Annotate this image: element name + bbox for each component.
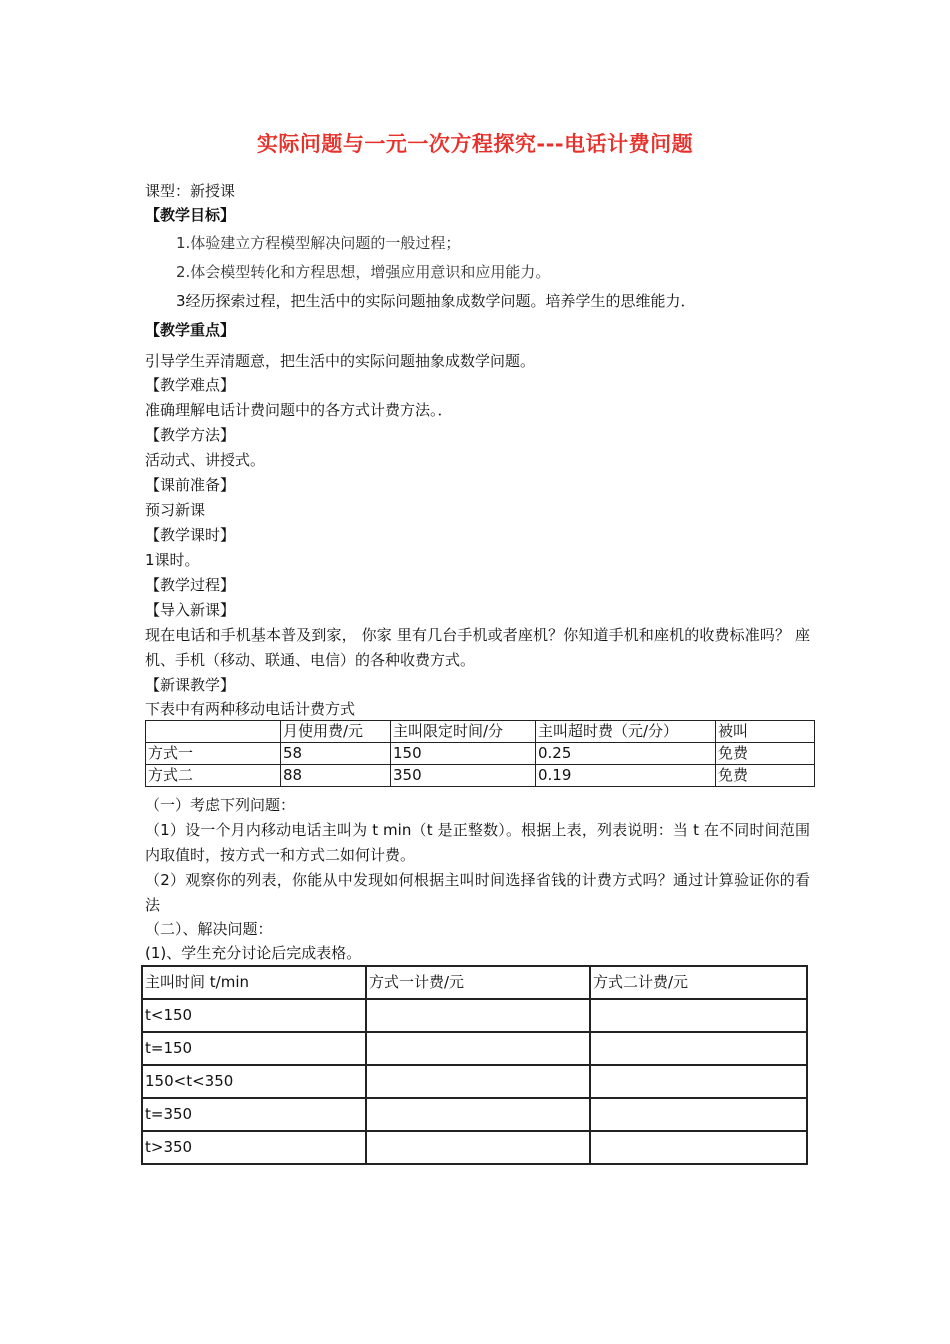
table-header-cell: 月使用费/元 [281,721,391,743]
fill-in-table [141,965,808,1165]
table-cell [366,1098,590,1131]
objectives-heading: 【教学目标】 [145,206,236,224]
table-cell [366,1032,590,1065]
table-caption: 下表中有两种移动电话计费方式 [145,700,356,718]
table-header-cell: 主叫超时费（元/分） [536,721,716,743]
table-header-cell: 方式一计费/元 [366,966,590,999]
course-type: 课型：新授课 [145,182,236,200]
table-cell: 0.19 [536,765,716,787]
table-header-cell [146,721,281,743]
table-header-cell: 主叫限定时间/分 [391,721,536,743]
key-points-text: 引导学生弄清题意，把生活中的实际问题抽象成数学问题。 [145,352,536,370]
table-cell: t=150 [142,1032,366,1065]
table-cell: 150<t<350 [142,1065,366,1098]
table-row [146,743,815,765]
table-row [142,1065,807,1098]
table-header-cell: 被叫 [716,721,815,743]
process-heading: 【教学过程】 [145,576,236,594]
document-title: 实际问题与一元一次方程探究---电话计费问题 [256,132,694,156]
table-cell: 免费 [716,743,815,765]
table-cell [366,1131,590,1164]
table-header-row [142,966,807,999]
table-row [142,1131,807,1164]
billing-plans-table [145,720,815,787]
table-cell: 58 [281,743,391,765]
objective-item: 3经历探索过程，把生活中的实际问题抽象成数学问题。培养学生的思维能力． [176,292,696,310]
hours-text: 1课时。 [145,551,200,569]
table-cell: 150 [391,743,536,765]
table-cell [590,999,807,1032]
table-row [142,1098,807,1131]
table-cell [590,1098,807,1131]
part2-subheading: (1)、学生充分讨论后完成表格。 [145,944,362,962]
method-heading: 【教学方法】 [145,426,236,444]
objective-item: 2.体会模型转化和方程思想，增强应用意识和应用能力。 [176,263,551,281]
prep-text: 预习新课 [145,501,206,519]
prep-heading: 【课前准备】 [145,476,236,494]
table-cell [590,1065,807,1098]
table-cell [366,999,590,1032]
table-row [142,999,807,1032]
table-cell: t>350 [142,1131,366,1164]
table-cell [590,1131,807,1164]
table-header-cell: 方式二计费/元 [590,966,807,999]
question-1: （1）设一个月内移动电话主叫为 t min（t 是正整数）。根据上表，列表说明：当 t 在不同时间范围内取值时，按方式一和方式二如何计费。 [145,821,810,864]
table-row [146,765,815,787]
table-cell: 0.25 [536,743,716,765]
table-cell [366,1065,590,1098]
table-header-row [146,721,815,743]
table-cell [590,1032,807,1065]
table-header-cell: 主叫时间 t/min [142,966,366,999]
table-cell: 88 [281,765,391,787]
part1-heading: （一）考虑下列问题： [145,796,296,814]
table-cell: t=350 [142,1098,366,1131]
intro-heading: 【导入新课】 [145,601,236,619]
key-points-heading: 【教学重点】 [145,321,236,339]
part2-heading: （二）、解决问题： [145,920,273,938]
table-row [142,1032,807,1065]
table-cell: t<150 [142,999,366,1032]
table-cell: 350 [391,765,536,787]
method-text: 活动式、讲授式。 [145,451,266,469]
hours-heading: 【教学课时】 [145,526,236,544]
table-cell: 免费 [716,765,815,787]
table-cell: 方式二 [146,765,281,787]
new-lesson-heading: 【新课教学】 [145,676,236,694]
difficulty-text: 准确理解电话计费问题中的各方式计费方法。． [145,401,453,419]
difficulty-heading: 【教学难点】 [145,376,236,394]
intro-text: 现在电话和手机基本普及到家， 你家 里有几台手机或者座机？你知道手机和座机的收费标准吗？ 座机、手机（移动、联通、电信）的各种收费方式。 [145,626,810,669]
question-2: （2）观察你的列表，你能从中发现如何根据主叫时间选择省钱的计费方式吗？通过计算验证你的看法 [145,871,810,914]
table-cell: 方式一 [146,743,281,765]
objective-item: 1.体验建立方程模型解决问题的一般过程； [176,234,461,252]
